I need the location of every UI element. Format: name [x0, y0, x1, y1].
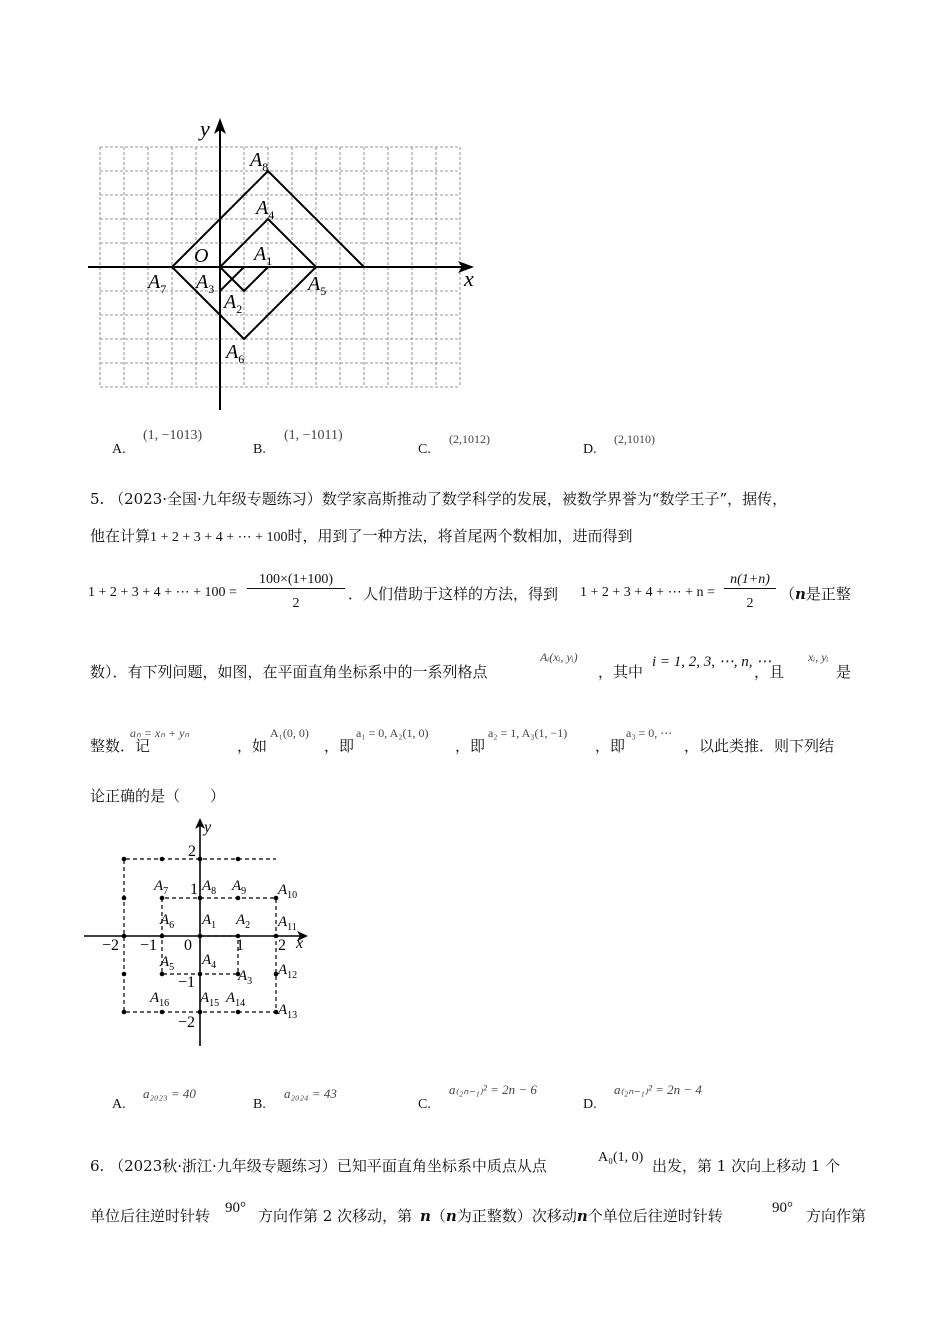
label-A4: $A_4$ — [256, 197, 275, 222]
q4-option-c-value: (2,1012) — [449, 432, 490, 446]
fig2-y-label: y — [204, 819, 212, 836]
fig2-label-A6: $A_6$ — [160, 912, 175, 931]
svg-text:2: 2 — [188, 843, 196, 860]
q5-option-b-value: a₂₀₂₄ = 43 — [284, 1086, 337, 1101]
lattice-point — [122, 1010, 127, 1015]
fig2-label-A10: $A_{10}$ — [278, 882, 298, 901]
lattice-point — [122, 896, 127, 901]
svg-text:1: 1 — [236, 937, 244, 954]
fig2-label-A3: $A_3$ — [238, 968, 253, 987]
fig2-label-A2: $A_2$ — [236, 912, 251, 931]
q4-option-a-value: (1, −1013) — [143, 428, 203, 443]
q5-line-2: 他在计算1 + 2 + 3 + 4 + ⋯ + 100时，用到了一种方法，将首尾两个数相加，进而得到 — [90, 527, 633, 545]
fig2-label-A14: $A_{14}$ — [226, 990, 246, 1009]
q6-source: （2023秋·浙江·九年级专题练习） — [109, 1157, 337, 1175]
q6-line-2: 单位后往逆时针转 90° 方向作第 2 次移动，第 n（n为正整数）次移动n个单位后往逆时针转 90° 方向作第 — [90, 1200, 867, 1225]
q5-option-d-letter[interactable]: D. — [583, 1097, 597, 1112]
lattice-point — [122, 934, 127, 939]
fig2-label-A4: $A_4$ — [202, 952, 217, 971]
q5-option-c-value: a₍₂ₙ₋₁₎² = 2n − 6 — [449, 1082, 537, 1097]
label-A8: $A_8$ — [250, 149, 269, 174]
svg-text:−1: −1 — [178, 974, 196, 991]
label-A7: $A_7$ — [148, 271, 167, 296]
q5-line-1: 5. （2023·全国·九年级专题练习）数学家高斯推动了数学科学的发展，被数学界誉为“数学王子”，据传， — [90, 490, 788, 508]
q4-option-d-value: (2,1010) — [614, 432, 655, 446]
q6-line-1: 6. （2023秋·浙江·九年级专题练习）已知平面直角坐标系中质点从点 A₀(1, 0) 出发，第 1 次向上移动 1 个 — [90, 1150, 841, 1175]
lattice-point — [198, 934, 203, 939]
fig2-label-A1: $A_1$ — [202, 912, 217, 931]
fig2-label-A8: $A_8$ — [202, 878, 217, 897]
q4-option-a-letter[interactable]: A. — [112, 442, 126, 457]
svg-text:2: 2 — [278, 937, 286, 954]
lattice-point — [160, 857, 165, 862]
q5-line-6: 论正确的是（ ） — [90, 787, 226, 805]
fig2-label-A15: $A_{15}$ — [200, 990, 220, 1009]
fig2-label-A11: $A_{11}$ — [278, 914, 297, 933]
fig2-label-A13: $A_{13}$ — [278, 1002, 298, 1021]
label-A1: $A_1$ — [254, 243, 273, 268]
lattice-point — [122, 857, 127, 862]
svg-text:−1: −1 — [140, 937, 158, 954]
svg-text:0: 0 — [184, 937, 192, 954]
fig2-label-A5: $A_5$ — [160, 954, 175, 973]
label-A3: $A_3$ — [196, 271, 215, 296]
svg-text:−2: −2 — [102, 937, 120, 954]
q5-option-a-value: a₂₀₂₃ = 40 — [143, 1086, 196, 1101]
fig2-label-A16: $A_{16}$ — [150, 990, 170, 1009]
lattice-point — [198, 972, 203, 977]
label-A5: $A_5$ — [308, 273, 327, 298]
lattice-point — [198, 1010, 203, 1015]
fig2-x-label: x — [296, 935, 304, 952]
lattice-point — [160, 972, 165, 977]
q5-option-b-letter[interactable]: B. — [253, 1097, 266, 1112]
lattice-point — [160, 934, 165, 939]
lattice-point — [198, 896, 203, 901]
q4-option-b-value: (1, −1011) — [284, 428, 343, 443]
svg-text:1: 1 — [190, 881, 198, 898]
q6-number: 6. — [90, 1157, 105, 1175]
y-axis-label: y — [200, 116, 210, 141]
q5-option-a-letter[interactable]: A. — [112, 1097, 126, 1112]
svg-text:−2: −2 — [178, 1014, 196, 1031]
lattice-point — [122, 972, 127, 977]
q4-option-c-letter[interactable]: C. — [418, 442, 431, 457]
fig2-label-A9: $A_9$ — [232, 878, 247, 897]
q4-option-b-letter[interactable]: B. — [253, 442, 266, 457]
q5-line-5: 整数．记 aₙ = xₙ + yₙ ，如 A₁(0, 0) ，即 a₁ = 0, A₂(1, 0) ，即 a₂ = 1, A₃(1, −1) ，即 a₃ = 0, ⋯ ，以此类推．则下列结 — [90, 726, 835, 755]
q5-option-c-letter[interactable]: C. — [418, 1097, 431, 1112]
figure-1-coordinate-grid — [80, 110, 490, 410]
q4-option-d-letter[interactable]: D. — [583, 442, 597, 457]
q5-line-4: 数）．有下列问题，如图，在平面直角坐标系中的一系列格点 Aᵢ(xᵢ, yᵢ) ，其中 i = 1, 2, 3, ⋯, n, ⋯ ，且 xᵢ, yᵢ 是 — [90, 650, 852, 681]
lattice-point — [198, 857, 203, 862]
q5-option-d-value: a₍₂ₙ₋₁₎² = 2n − 4 — [614, 1082, 702, 1097]
fig2-label-A12: $A_{12}$ — [278, 962, 298, 981]
q5-number: 5. — [90, 490, 105, 508]
lattice-point — [236, 896, 241, 901]
q5-source: （2023·全国·九年级专题练习） — [109, 490, 322, 508]
lattice-point — [236, 857, 241, 862]
x-axis-label: x — [464, 266, 474, 291]
label-A6: $A_6$ — [226, 341, 245, 366]
figure-2-lattice-points — [80, 816, 340, 1052]
label-A2: $A_2$ — [224, 291, 243, 316]
q5-equation-line: 1 + 2 + 3 + 4 + ⋯ + 100 = 100×(1+100) 2 ．人们借助于这样的方法，得到 1 + 2 + 3 + 4 + ⋯ + n = n(1+n) 2 （n是正整 — [88, 572, 851, 611]
lattice-point — [160, 1010, 165, 1015]
lattice-point — [236, 1010, 241, 1015]
origin-label: O — [194, 245, 209, 267]
fig2-label-A7: $A_7$ — [154, 878, 169, 897]
